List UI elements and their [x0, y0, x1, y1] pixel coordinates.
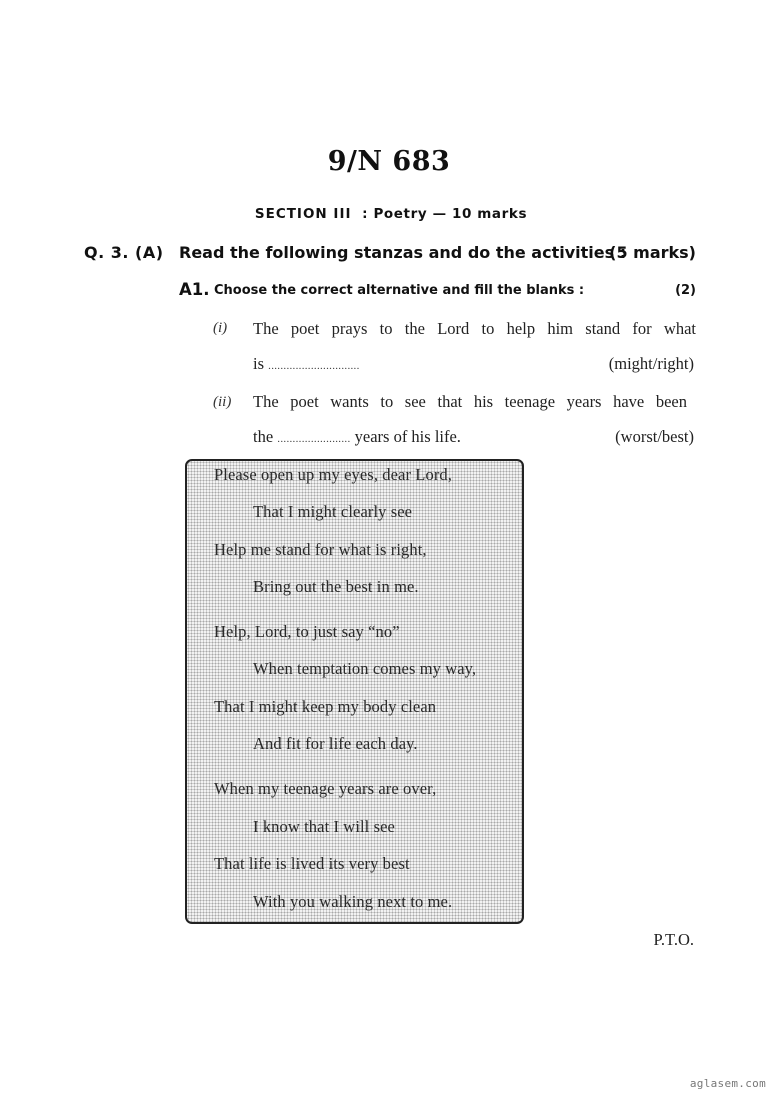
fill-blank: .............................. — [268, 360, 360, 372]
question-instruction: Read the following stanzas and do the activities : — [179, 243, 627, 262]
item-answer-start: is — [253, 354, 265, 373]
section-colon: : — [362, 206, 369, 222]
poem-line: Help me stand for what is right, — [214, 540, 427, 559]
section-heading — [0, 206, 778, 222]
poem-line: With you walking next to me. — [253, 892, 453, 911]
poem-line: Help, Lord, to just say “no” — [214, 622, 400, 641]
item-answer-line — [253, 354, 360, 374]
item-choices: (worst/best) — [615, 427, 694, 446]
poem-line: I know that I will see — [253, 817, 395, 836]
item-number: (ii) — [213, 394, 232, 410]
poem-line: When temptation comes my way, — [253, 659, 477, 678]
source-watermark: aglasem.com — [689, 1077, 766, 1090]
item-question-text: The poet prays to the Lord to help him stand for what — [253, 319, 696, 338]
item-number: (i) — [213, 320, 228, 336]
poem-line: When my teenage years are over, — [214, 779, 437, 798]
item-answer-start: the — [253, 427, 274, 446]
poem-line: And fit for life each day. — [253, 734, 418, 753]
item-answer-end: years of his life. — [354, 427, 461, 446]
poem-line: That life is lived its very best — [214, 854, 410, 873]
item-question-text: The poet wants to see that his teenage years have been — [253, 392, 687, 411]
fill-blank: ........................ — [277, 433, 351, 445]
activity-label: A1. — [179, 280, 210, 299]
activity-instruction: Choose the correct alternative and fill the blanks : — [214, 283, 585, 298]
activity-marks: (2) — [675, 283, 696, 298]
question-marks: (5 marks) — [609, 243, 696, 262]
poem-line: Bring out the best in me. — [253, 577, 419, 596]
poem-line: That I might keep my body clean — [214, 697, 437, 716]
item-answer-line — [253, 427, 461, 447]
poem-line: That I might clearly see — [253, 502, 413, 521]
paper-code: 9/N 683 — [327, 146, 451, 177]
section-topic: Poetry — 10 marks — [373, 206, 528, 222]
poem-line: Please open up my eyes, dear Lord, — [214, 465, 452, 484]
question-number: Q. 3. (A) — [84, 243, 164, 262]
item-choices: (might/right) — [608, 354, 694, 373]
page-turn-note: P.T.O. — [653, 930, 694, 949]
section-name: SECTION III — [254, 206, 352, 222]
